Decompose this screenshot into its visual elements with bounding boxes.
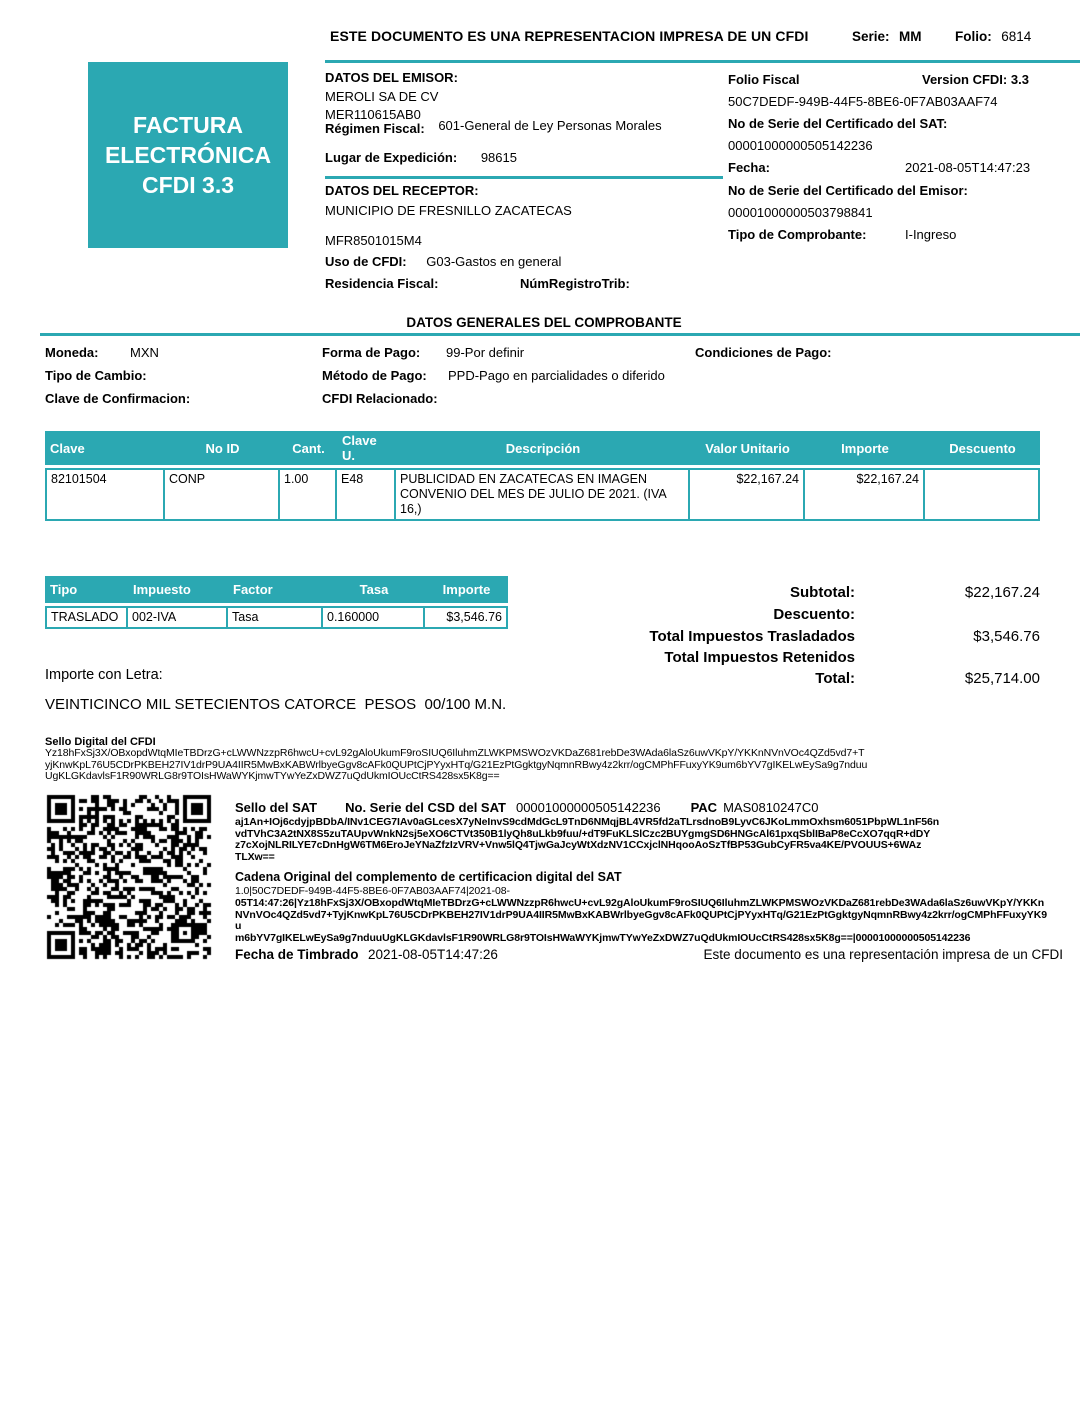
serie-field	[852, 28, 921, 46]
cadena-original-text	[235, 898, 1047, 944]
item-clave: 82101504	[45, 468, 165, 521]
items-table	[45, 428, 1040, 524]
tax-header-importe: Importe	[425, 576, 508, 603]
condiciones-pago-label: Condiciones de Pago:	[695, 345, 832, 360]
factura-badge	[88, 62, 288, 248]
item-noid: CONP	[165, 468, 280, 521]
uso-cfdi-value: G03-Gastos en general	[426, 254, 562, 269]
tipo-cambio-label: Tipo de Cambio:	[45, 368, 147, 383]
emisor-section-title: DATOS DEL EMISOR:	[325, 70, 458, 85]
tax-tasa: 0.160000	[323, 606, 425, 629]
item-importe: $22,167.24	[805, 468, 925, 521]
cadena-original-line: NVnVOc4QZd5vd7+TyjKnwKpL76U5CDrPKBEH27IV1drP9UA4IIR5MwBxKABWrlbyeGgv8cAFk0QUPtCjPYyxHTq/G21EzPtGgktgyNqmnRBwy4z2krr/ogCMPhFFuxyYK9u	[235, 908, 1047, 932]
items-header-importe: Importe	[805, 431, 925, 465]
sello-sat-line: z7cXojNLRILYE7cDnHgW6TM6EroJeYNaZfzIzVRV+Vnw5lQ4TjwGaJcyWtXdzNV1CCxjclNHqooAoSzTfBP53GubCyFR5va4KE/PVOUUS+6WAz	[235, 839, 922, 851]
tax-header-row	[45, 576, 508, 603]
serie-sat-label: No de Serie del Certificado del SAT:	[728, 116, 948, 131]
descuento-row	[558, 605, 1040, 624]
cadena-original-title: Cadena Original del complemento de certificacion digital del SAT	[235, 870, 622, 884]
residencia-fiscal-label: Residencia Fiscal:	[325, 276, 439, 291]
retenidos-value	[855, 648, 1040, 667]
fecha-label: Fecha:	[728, 160, 770, 175]
serie-sat-value: 00001000000505142236	[728, 138, 873, 153]
items-header-noid: No ID	[165, 431, 280, 465]
total-label: Total:	[815, 670, 855, 687]
timbrado-label: Fecha de Timbrado	[235, 947, 359, 962]
tax-header-tasa: Tasa	[323, 576, 425, 603]
badge-line-2: ELECTRÓNICA	[104, 142, 272, 168]
sello-sat-line: aj1An+IOj6cdyjpBDbA/INv1CEG7IAv0aGLcesX7yNeInvS9cdMdGcL9TnD6NMqjBL4VR5fd2aTLrsdnoB9LyvC6JKoLmmOxhsm6051PbpWL1nF56n	[235, 816, 940, 828]
trasladados-row	[558, 627, 1040, 646]
lugar-expedicion-value: 98615	[480, 150, 517, 165]
uso-cfdi-field	[325, 254, 561, 270]
items-header-valor-unitario: Valor Unitario	[690, 431, 805, 465]
folio-field	[955, 28, 1031, 46]
timbrado-value: 2021-08-05T14:47:26	[368, 947, 498, 962]
sello-sat-line: TLXw==	[235, 850, 275, 863]
subtotal-label: Subtotal:	[790, 584, 855, 601]
items-header-cant: Cant.	[280, 431, 337, 465]
tax-header-impuesto: Impuesto	[128, 576, 228, 603]
regimen-fiscal-field	[325, 118, 662, 137]
forma-pago-label: Forma de Pago:	[322, 345, 421, 360]
receptor-rfc: MFR8501015M4	[325, 233, 422, 248]
fecha-value: 2021-08-05T14:47:23	[905, 160, 1031, 175]
tax-table	[45, 573, 508, 632]
item-valor-unitario: $22,167.24	[690, 468, 805, 521]
total-row	[558, 669, 1040, 688]
serie-emisor-value: 00001000000503798841	[728, 205, 873, 220]
tax-row	[45, 606, 508, 629]
footer-note: Este documento es una representación impresa de un CFDI	[703, 947, 1063, 962]
generales-section-title: DATOS GENERALES DEL COMPROBANTE	[406, 315, 682, 330]
items-header-row	[45, 431, 1040, 465]
subtotal-value: $22,167.24	[964, 584, 1040, 601]
sello-sat-line: vdTVhC3A2tNX8S5zuTAUpvWnkN2sj5eXO6CTVt350B1lyQh8uLkb9fuu/+dT9FuKLSlCzc2BUYgmgSD6HNGcAl61pxqSblIBaP8eCcXO7qqR+dDY	[235, 827, 931, 840]
trasladados-value: $3,546.76	[973, 628, 1040, 645]
regimen-fiscal-value: 601-General de Ley Personas Morales	[438, 118, 662, 133]
generales-divider	[40, 333, 1080, 336]
item-claveu: E48	[337, 468, 396, 521]
items-header-clave: Clave	[45, 431, 165, 465]
sello-sat-label: Sello del SAT	[235, 800, 318, 815]
receptor-section-title: DATOS DEL RECEPTOR:	[325, 183, 479, 198]
tax-tipo: TRASLADO	[45, 606, 128, 629]
forma-pago-value: 99-Por definir	[446, 345, 525, 360]
tax-impuesto: 002-IVA	[128, 606, 228, 629]
tax-header-tipo: Tipo	[45, 576, 128, 603]
numregistrotrib-label: NúmRegistroTrib:	[520, 276, 630, 291]
tipo-comprobante-label: Tipo de Comprobante:	[728, 227, 867, 242]
emisor-name: MEROLI SA DE CV	[325, 89, 439, 104]
receptor-name: MUNICIPIO DE FRESNILLO ZACATECAS	[325, 203, 572, 218]
serie-label: Serie:	[852, 29, 890, 44]
emisor-rfc: MER110615AB0	[325, 107, 421, 122]
item-cant: 1.00	[280, 468, 337, 521]
serie-emisor-label: No de Serie del Certificado del Emisor:	[728, 183, 968, 198]
tax-header-factor: Factor	[228, 576, 323, 603]
cadena-original-line: m6bYV7gIKELwEySa9g7nduuUgKLGKdavlsF1R90WRLG8r9TOIsHWaWYKjmwTYwYeZxDWZ7uQdUkmIOUcCtRS428sx5K8g==|00001000000505142236	[235, 931, 971, 944]
folio-label: Folio:	[955, 29, 992, 44]
items-header-descuento: Descuento	[925, 431, 1040, 465]
subtotal-row	[558, 583, 1040, 602]
uso-cfdi-label: Uso de CFDI:	[325, 254, 407, 269]
document-type-title: ESTE DOCUMENTO ES UNA REPRESENTACION IMPRESA DE UN CFDI	[330, 28, 809, 44]
retenidos-row	[558, 648, 1040, 667]
sello-cfdi-line: yjKnwKpL76U5CDrPKBEH27IV1drP9UA4IIR5MwBxKABWrlbyeGgv8cAFk0QUPtCjPYyxHTq/G21EzPtGgktgyNqmnRBwy4z2krr/ogCMPhFFuxyYK9um6bYV7gIKELwEySa9g7nduu	[45, 758, 868, 771]
version-cfdi-label: Version CFDI: 3.3	[922, 72, 1029, 87]
tax-factor: Tasa	[228, 606, 323, 629]
moneda-label: Moneda:	[45, 345, 99, 360]
tax-importe: $3,546.76	[425, 606, 508, 629]
clave-confirmacion-label: Clave de Confirmacion:	[45, 391, 191, 406]
folio-value: 6814	[1001, 29, 1032, 44]
item-row	[45, 468, 1040, 521]
item-descripcion: PUBLICIDAD EN ZACATECAS EN IMAGEN CONVENIO DEL MES DE JULIO DE 2021. (IVA 16,)	[396, 468, 690, 521]
sello-cfdi-text	[45, 748, 1050, 783]
items-header-descripcion: Descripción	[396, 431, 690, 465]
pac-value: MAS0810247C0	[723, 800, 819, 815]
tipo-comprobante-value: I-Ingreso	[905, 227, 957, 242]
pac-label: PAC	[690, 800, 718, 815]
emisor-receptor-divider	[325, 176, 723, 179]
folio-fiscal-value: 50C7DEDF-949B-44F5-8BE6-0F7AB03AAF74	[728, 94, 998, 109]
items-header-claveu: Clave U.	[337, 431, 396, 465]
importe-letra-value: VEINTICINCO MIL SETECIENTOS CATORCE PESOS 00/100 M.N.	[45, 696, 507, 713]
folio-fiscal-label: Folio Fiscal	[728, 72, 800, 87]
metodo-pago-value: PPD-Pago en parcialidades o diferido	[448, 368, 665, 383]
lugar-expedicion-field	[325, 150, 517, 166]
sello-sat-text	[235, 817, 1047, 863]
trasladados-label: Total Impuestos Trasladados	[649, 628, 855, 645]
cadena-original-line1: 1.0|50C7DEDF-949B-44F5-8BE6-0F7AB03AAF74|2021-08-	[235, 885, 510, 897]
csd-sat-value: 00001000000505142236	[515, 800, 661, 815]
badge-line-1: FACTURA	[133, 112, 243, 138]
cadena-original-line: 05T14:47:26|Yz18hFxSj3X/OBxopdWtqMIeTBDrzG+cLWWNzzpR6hwcU+cvL92gAloUkumF9roSIUQ6IluhmZLWKPMSWOzVKDaZ681rebDe3WAda6laSz6uwVKpY/YKKn	[235, 897, 1045, 909]
badge-line-3: CFDI 3.3	[141, 172, 235, 198]
lugar-expedicion-label: Lugar de Expedición:	[325, 150, 458, 165]
sello-sat-header-row	[235, 800, 1065, 816]
descuento-label: Descuento:	[773, 606, 855, 623]
regimen-fiscal-label: Régimen Fiscal:	[325, 121, 425, 136]
sello-cfdi-line: Yz18hFxSj3X/OBxopdWtqMIeTBDrzG+cLWWNzzpR6hwcU+cvL92gAloUkumF9roSIUQ6IluhmZLWKPMSWOzVKDaZ681rebDe3WAda6laSz6uwVKpY/YKKnNVnVOc4QZd5vd7+T	[45, 747, 865, 759]
item-descuento	[925, 468, 1040, 521]
sello-cfdi-title: Sello Digital del CFDI	[45, 736, 156, 748]
retenidos-label: Total Impuestos Retenidos	[664, 649, 855, 666]
cfdi-relacionado-label: CFDI Relacionado:	[322, 391, 438, 406]
csd-sat-label: No. Serie del CSD del SAT	[345, 800, 506, 815]
qr-code	[40, 788, 218, 966]
metodo-pago-label: Método de Pago:	[322, 368, 427, 383]
descuento-value	[855, 605, 1040, 624]
serie-value: MM	[898, 29, 922, 44]
moneda-value: MXN	[130, 345, 159, 360]
sello-cfdi-line: UgKLGKdavlsF1R90WRLG8r9TOIsHWaWYKjmwTYwYeZxDWZ7uQdUkmIOUcCtRS428sx5K8g==	[45, 770, 500, 782]
header-divider	[325, 60, 1080, 63]
importe-letra-label: Importe con Letra:	[45, 667, 163, 683]
total-value: $25,714.00	[964, 670, 1040, 687]
